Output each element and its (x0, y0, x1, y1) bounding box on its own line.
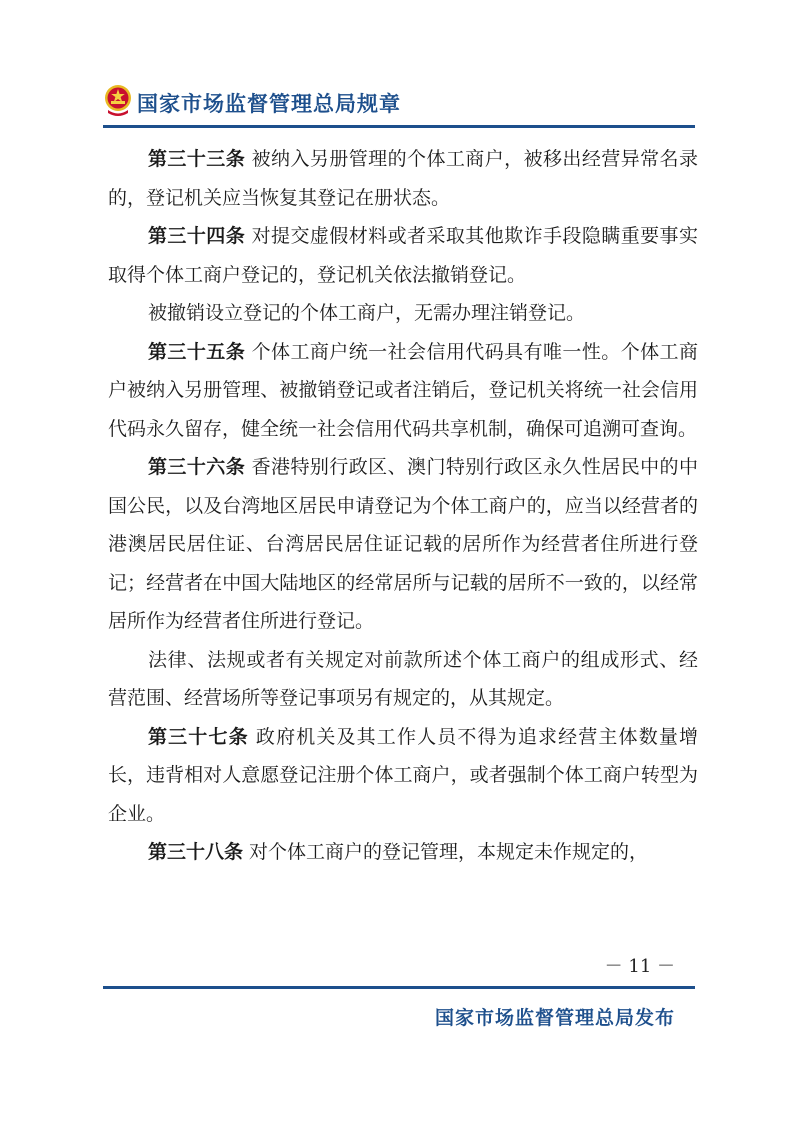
article-text: 对个体工商户的登记管理，本规定未作规定的， (243, 841, 649, 863)
article-heading: 第三十六条 (148, 456, 246, 478)
footer-divider (103, 986, 695, 989)
document-body (108, 140, 698, 872)
article-35 (108, 333, 698, 449)
article-34-clause-2 (108, 294, 698, 333)
page-header (103, 82, 695, 124)
header-title: 国家市场监督管理总局规章 (137, 92, 401, 116)
article-text: 法律、法规或者有关规定对前款所述个体工商户的组成形式、经营范围、经营场所等登记事项另有规定的，从其规定。 (108, 648, 698, 709)
article-36 (108, 448, 698, 641)
article-text: 香港特别行政区、澳门特别行政区永久性居民中的中国公民，以及台湾地区居民申请登记为个体工商户的，应当以经营者的港澳居民居住证、台湾居民居住证记载的居所作为经营者住所进行登记；经营者在中国大陆地区的经常居所与记载的居所不一致的，以经常居所作为经营者住所进行登记。 (108, 456, 698, 632)
article-36-clause-2 (108, 641, 698, 718)
article-text: 对提交虚假材料或者采取其他欺诈手段隐瞒重要事实取得个体工商户登记的，登记机关依法撤销登记。 (108, 225, 698, 286)
article-text: 政府机关及其工作人员不得为追求经营主体数量增长，违背相对人意愿登记注册个体工商户，或者强制个体工商户转型为企业。 (108, 725, 698, 825)
article-38 (108, 833, 698, 872)
article-heading: 第三十四条 (148, 225, 246, 247)
national-emblem-icon (103, 84, 133, 116)
article-heading: 第三十七条 (148, 725, 249, 748)
article-heading: 第三十五条 (148, 340, 246, 363)
article-34 (108, 217, 698, 294)
article-text: 被纳入另册管理的个体工商户，被移出经营异常名录的，登记机关应当恢复其登记在册状态。 (108, 148, 698, 209)
footer-publisher: 国家市场监督管理总局发布 (434, 1007, 675, 1029)
article-33 (108, 140, 698, 217)
article-heading: 第三十三条 (148, 148, 246, 170)
page-number: － 11 － (604, 956, 675, 977)
article-37 (108, 718, 698, 834)
article-text: 被撤销设立登记的个体工商户，无需办理注销登记。 (148, 302, 586, 324)
article-text: 个体工商户统一社会信用代码具有唯一性。个体工商户被纳入另册管理、被撤销登记或者注销后，登记机关将统一社会信用代码永久留存，健全统一社会信用代码共享机制，确保可追溯可查询。 (108, 340, 698, 440)
header-divider (103, 125, 695, 128)
article-heading: 第三十八条 (148, 841, 244, 863)
